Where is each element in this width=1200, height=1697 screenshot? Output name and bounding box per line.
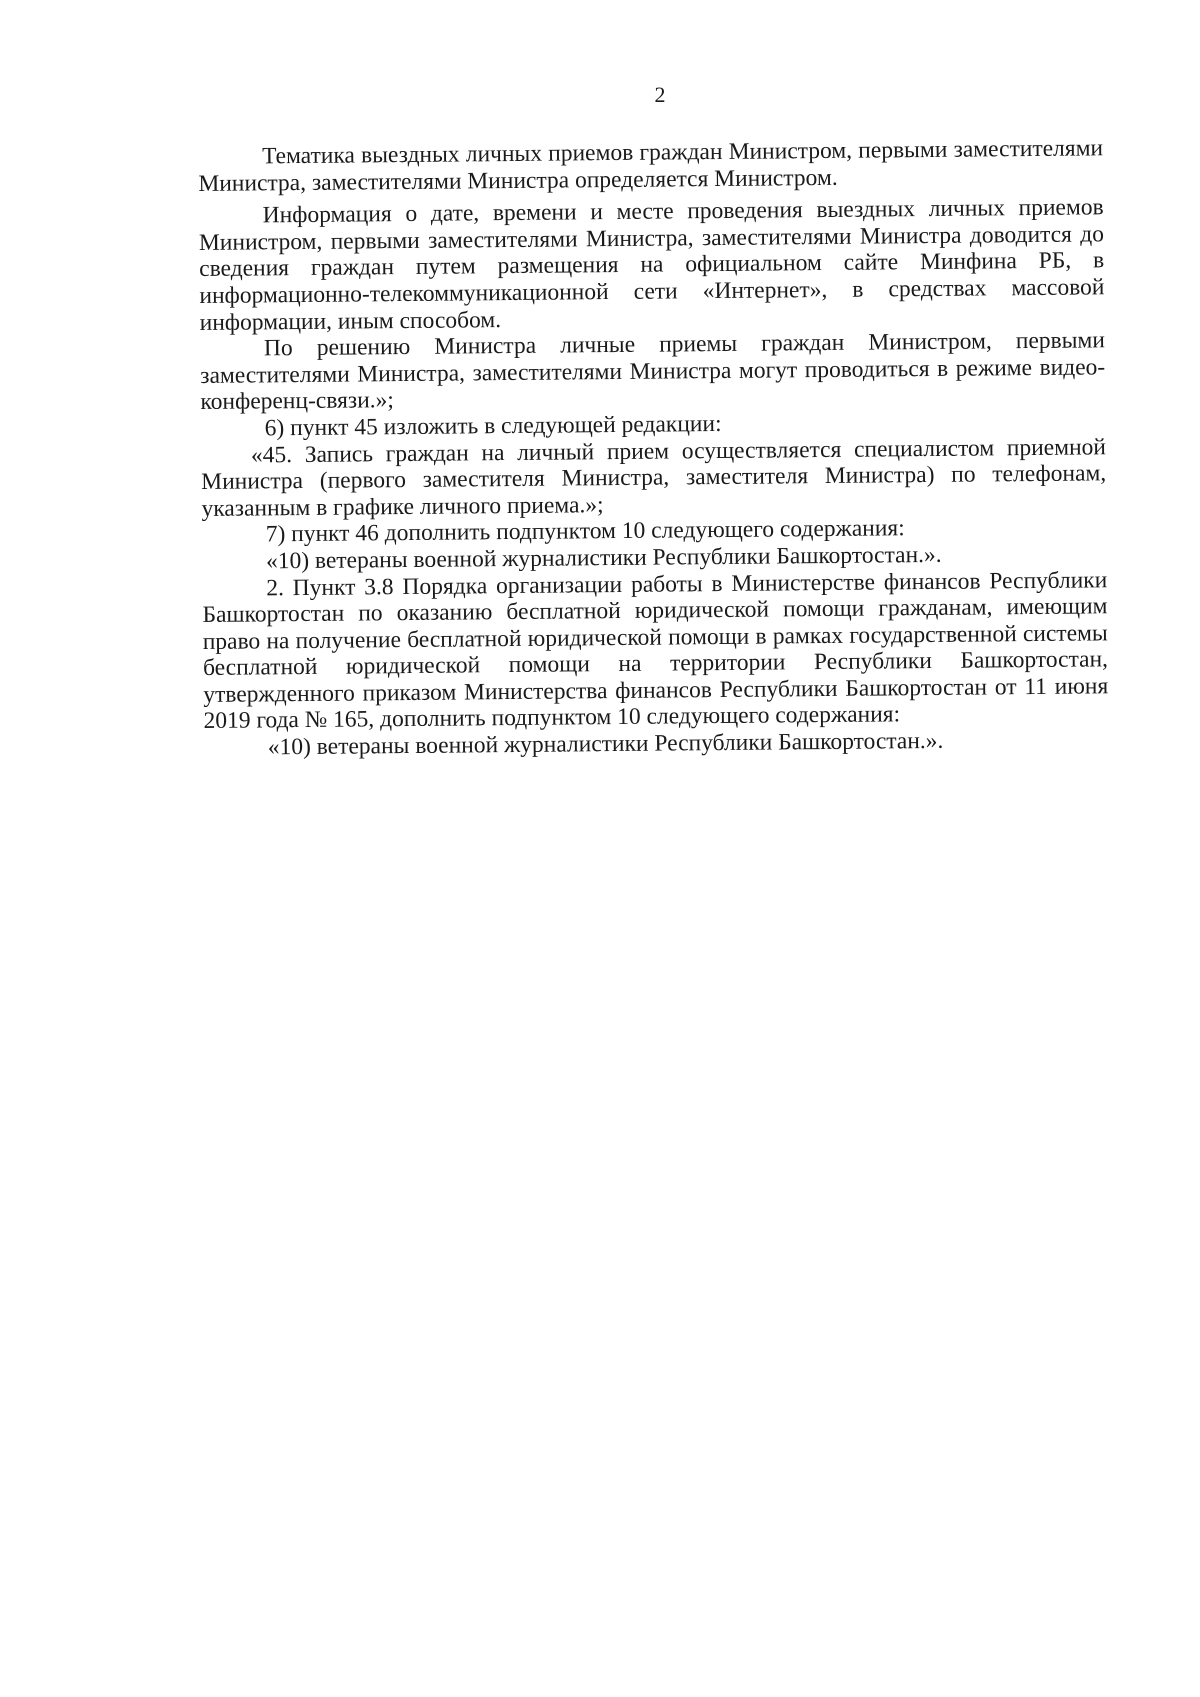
paragraph-point-2: 2. Пункт 3.8 Порядка организации работы в Министерстве финансов Республики Башкортостан по оказанию бесплатной юридической помощи гражданам, имеющим право на получение бесплатной юридической помощи в рамках государственной системы бесплатной юридической помощи на территории Республики Башкортостан, утвержденного приказом Министерства финансов Республики Башкортостан от 11 июня 2019 года № 165, дополнить подпунктом 10 следующего содержания:	[202, 566, 1109, 735]
page-number: 2	[654, 82, 666, 107]
paragraph-point-45: «45. Запись граждан на личный прием осуществляется специалистом приемной Министра (первого заместителя Министра, заместителя Министра) по телефонам, указанным в графике личного приема.»;	[201, 433, 1107, 522]
paragraph-subitem-10-second: «10) ветераны военной журналистики Республики Башкортостан.».	[267, 727, 944, 761]
paragraph-information: Информация о дате, времени и месте проведения выездных личных приемов Министром, первыми заместителями Министра, заместителями Министра доводится до сведения граждан путем размещения на официальном сайте Минфина РБ, в информационно-телекоммуникационной сети «Интернет», в средствах массовой информации, иным способом.	[198, 194, 1105, 336]
paragraph-item-7: 7) пункт 46 дополнить подпунктом 10 следующего содержания:	[265, 515, 905, 548]
paragraph-topics: Тематика выездных личных приемов граждан Министром, первыми заместителями Министра, заместителями Министра определяется Министром.	[198, 135, 1104, 197]
paragraph-video-conference: По решению Министра личные приемы граждан Министром, первыми заместителями Министра, заместителями Министра могут проводиться в режиме видео-конференц-связи.»;	[200, 327, 1106, 416]
document-body	[198, 135, 1109, 761]
paragraph-subitem-10-first: «10) ветераны военной журналистики Республики Башкортостан.».	[265, 541, 942, 575]
paragraph-item-6: 6) пункт 45 изложить в следующей редакции:	[264, 410, 722, 442]
